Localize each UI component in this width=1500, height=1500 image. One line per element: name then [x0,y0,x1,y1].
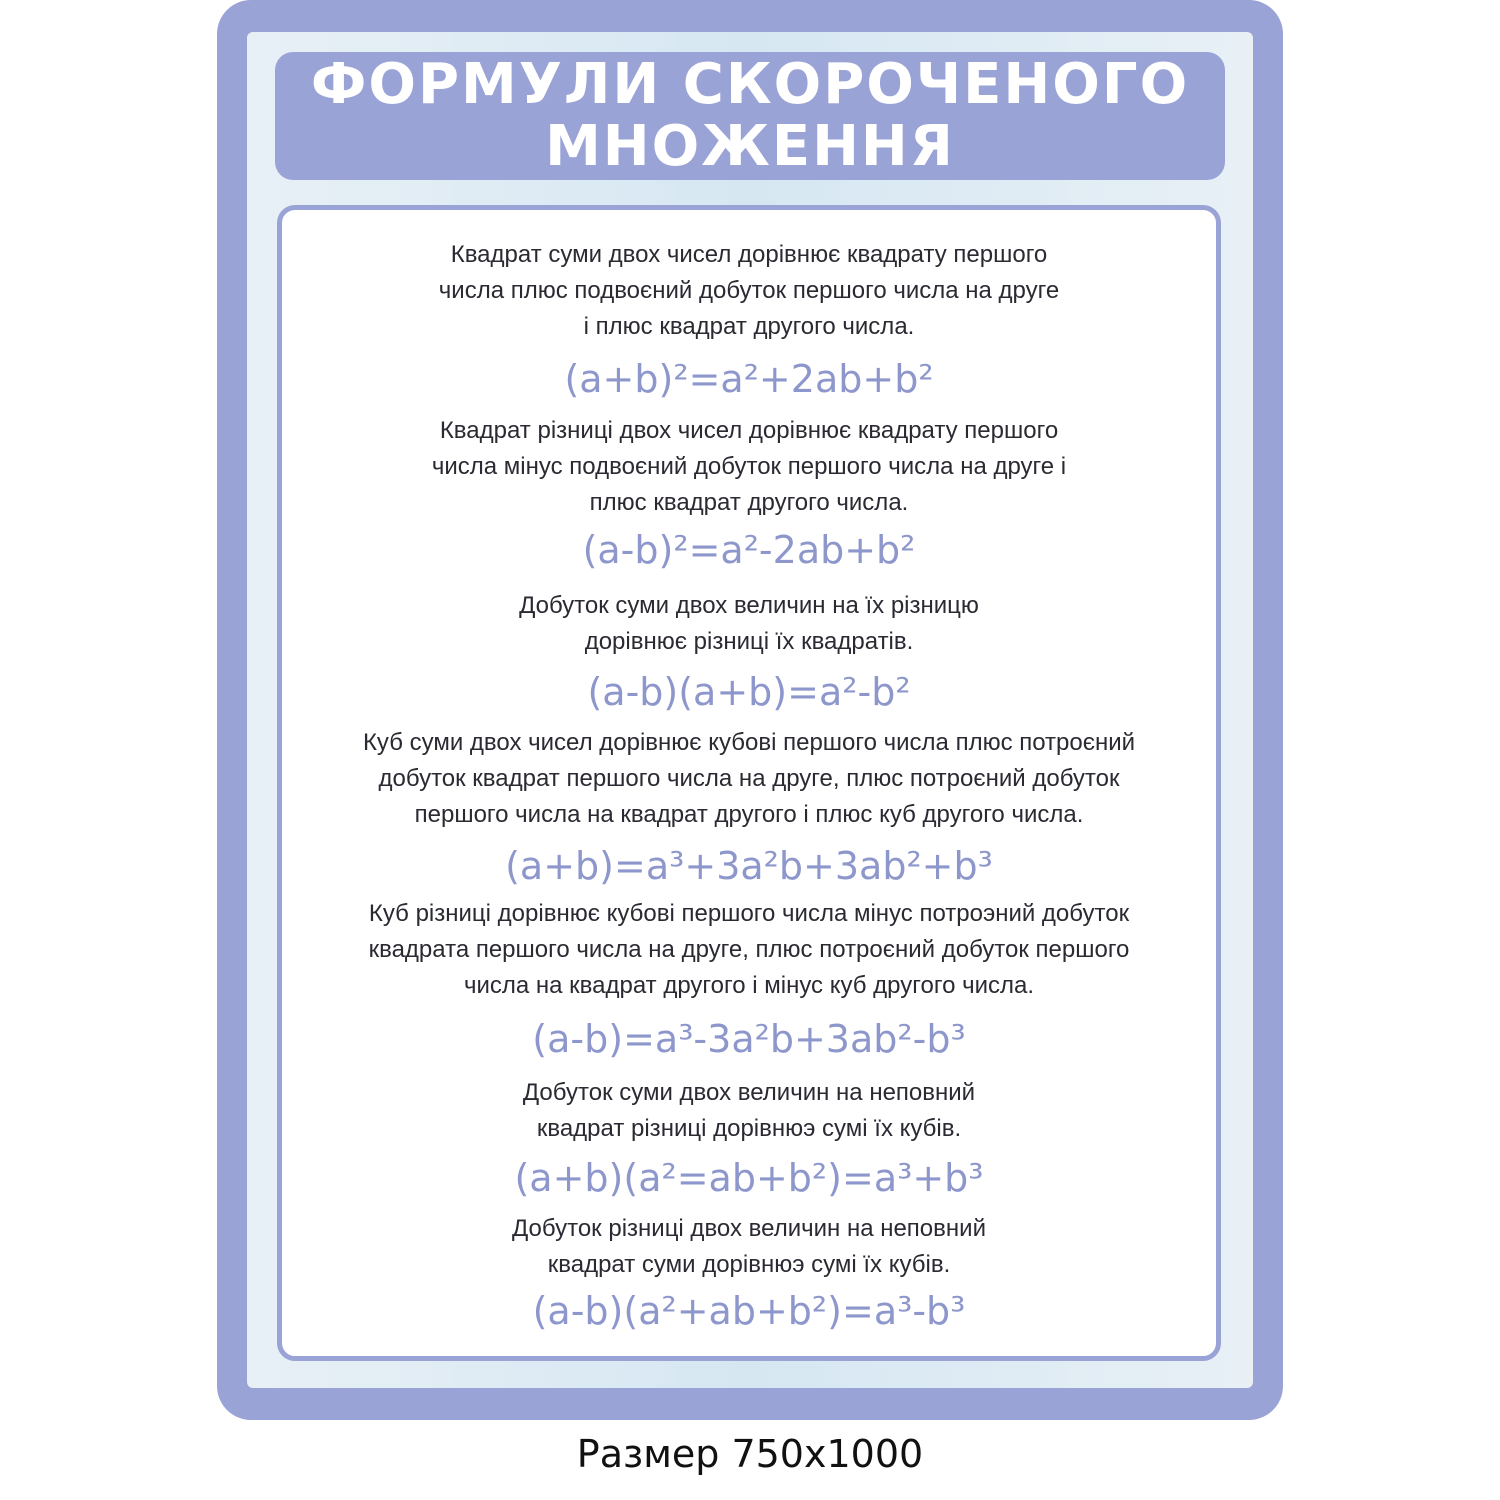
formulas-panel [277,205,1221,1361]
description-4-line-1: Куб суми двох чисел дорівнює кубові першого числа плюс потроєний [362,729,1136,756]
description-6 [282,1075,1216,1147]
description-6-line-1: Добуток суми двох величин на неповний [522,1079,976,1106]
description-1-line-2: числа плюс подвоєний добуток першого числа на друге [438,277,1060,304]
description-4 [282,725,1216,833]
description-5 [282,896,1216,1004]
formula-3: (a-b)(a+b)=a²-b² [587,670,911,714]
description-4-line-3: першого числа на квадрат другого і плюс куб другого числа. [414,801,1084,828]
poster [217,0,1283,1420]
poster-title [311,54,1189,178]
description-7-line-1: Добуток різниці двох величин на неповний [512,1215,986,1242]
title-line-2: МНОЖЕННЯ [545,114,955,179]
description-7-line-2: квадрат суми дорівнюэ сумі їх кубів. [547,1251,951,1278]
description-1-line-3: і плюс квадрат другого числа. [583,313,915,340]
description-7 [282,1211,1216,1283]
description-3 [282,588,1216,660]
formula-2: (a-b)²=a²-2ab+b² [582,528,916,572]
formula-5: (a-b)=a³-3a²b+3ab²-b³ [532,1017,966,1061]
formula-1: (a+b)²=a²+2ab+b² [564,357,934,401]
size-caption: Размер 750х1000 [576,1432,924,1476]
formula-4: (a+b)=a³+3a²b+3ab²+b³ [505,844,993,888]
description-5-line-2: квадрата першого числа на друге, плюс потроєний добуток першого [368,936,1130,963]
description-2-line-3: плюс квадрат другого числа. [589,489,909,516]
description-2 [282,413,1216,521]
description-2-line-2: числа мінус подвоєний добуток першого числа на друге і [431,453,1067,480]
poster-inner-frame [247,32,1253,1388]
title-banner [275,52,1225,180]
description-5-line-1: Куб різниці дорівнює кубові першого числа мінус потроэний добуток [368,900,1130,927]
description-1-line-1: Квадрат суми двох чисел дорівнює квадрату першого [450,241,1048,268]
formula-6: (a+b)(a²=ab+b²)=a³+b³ [514,1156,984,1200]
description-1 [282,237,1216,345]
description-3-line-2: дорівнює різниці їх квадратів. [584,628,914,655]
description-5-line-3: числа на квадрат другого і мінус куб другого числа. [463,972,1035,999]
title-line-1: ФОРМУЛИ СКОРОЧЕНОГО [310,52,1190,117]
description-2-line-1: Квадрат різниці двох чисел дорівнює квадрату першого [439,417,1059,444]
formula-7: (a-b)(a²+ab+b²)=a³-b³ [532,1289,966,1333]
description-4-line-2: добуток квадрат першого числа на друге, плюс потроєний добуток [378,765,1120,792]
description-3-line-1: Добуток суми двох величин на їх різницю [519,592,979,619]
description-6-line-2: квадрат різниці дорівнюэ сумі їх кубів. [536,1115,962,1142]
